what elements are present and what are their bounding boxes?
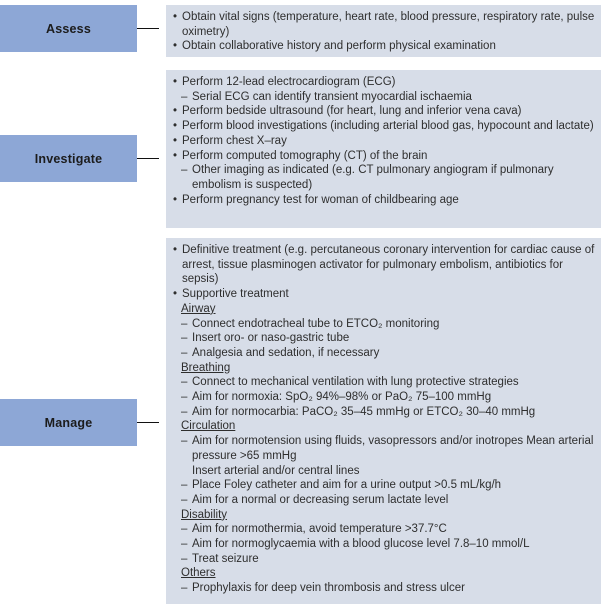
arrow-investigate xyxy=(137,154,166,163)
list-line-bullet xyxy=(166,75,595,90)
list-line-dash xyxy=(166,375,595,390)
dash-marker: – xyxy=(181,346,188,359)
dash-marker: – xyxy=(181,332,188,345)
line-text: Perform computed tomography (CT) of the brain xyxy=(182,149,428,162)
line-text: Prophylaxis for deep vein thrombosis and stress ulcer xyxy=(192,582,465,595)
list-line-dash xyxy=(166,346,595,361)
line-text: Circulation xyxy=(181,420,236,433)
list-line-head xyxy=(181,361,595,376)
list-line-dash xyxy=(166,317,595,332)
list-line-head xyxy=(181,419,595,434)
line-text: Connect endotracheal tube to ETCO₂ monitoring xyxy=(192,317,440,330)
dash-marker: – xyxy=(181,523,188,536)
assess-panel xyxy=(166,5,601,57)
line-text: Disability xyxy=(181,508,228,521)
dash-marker: – xyxy=(181,493,188,506)
list-line-dash xyxy=(166,163,595,192)
list-line-dash xyxy=(166,478,595,493)
dash-marker: – xyxy=(181,391,188,404)
list-line-dash xyxy=(166,537,595,552)
list-line-head xyxy=(181,566,595,581)
list-line-head xyxy=(181,508,595,523)
line-text: Insert oro- or naso-gastric tube xyxy=(192,332,350,345)
investigate-panel xyxy=(166,70,601,228)
arrow-manage xyxy=(137,418,166,427)
line-text: Aim for normocarbia: PaCO₂ 35–45 mmHg or ETCO₂ 30–40 mmHg xyxy=(192,405,536,418)
arrow-assess xyxy=(137,24,166,33)
line-text: Breathing xyxy=(181,361,231,374)
bullet-marker: • xyxy=(173,149,178,162)
line-text: Connect to mechanical ventilation with lung protective strategies xyxy=(192,376,519,389)
stage-box-investigate xyxy=(0,135,137,182)
bullet-marker: • xyxy=(173,105,178,118)
stage-box-assess xyxy=(0,5,137,52)
list-line-dash xyxy=(166,581,595,596)
arrow-shaft xyxy=(137,28,159,30)
dash-marker: – xyxy=(181,552,188,565)
arrow-shaft xyxy=(137,158,159,160)
line-text: Obtain collaborative history and perform physical examination xyxy=(182,40,496,53)
dash-marker: – xyxy=(181,435,188,448)
line-text: Supportive treatment xyxy=(182,288,289,301)
list-line-bullet xyxy=(166,149,595,164)
line-text: Perform blood investigations (including arterial blood gas, hypocount and lactate) xyxy=(182,120,594,133)
dash-marker: – xyxy=(181,538,188,551)
line-text: Airway xyxy=(181,302,216,315)
bullet-marker: • xyxy=(173,193,178,206)
manage-panel xyxy=(166,238,601,604)
list-line-bullet xyxy=(166,193,595,208)
line-text: Others xyxy=(181,567,216,580)
line-text: Perform bedside ultrasound (for heart, lung and inferior vena cava) xyxy=(182,105,522,118)
line-text: Perform 12-lead electrocardiogram (ECG) xyxy=(182,76,396,88)
line-text: Analgesia and sedation, if necessary xyxy=(192,346,380,359)
dash-marker: – xyxy=(181,164,188,177)
line-text: Aim for normoxia: SpO₂ 94%–98% or PaO₂ 75–100 mmHg xyxy=(192,391,492,404)
line-text: Aim for normoglycaemia with a blood glucose level 7.8–10 mmol/L xyxy=(192,538,530,551)
list-line-bullet xyxy=(166,39,595,54)
list-line-dash xyxy=(166,522,595,537)
bullet-marker: • xyxy=(173,120,178,133)
dash-marker: – xyxy=(181,479,188,492)
bullet-marker: • xyxy=(173,40,178,53)
bullet-marker: • xyxy=(173,134,178,147)
stage-label-investigate: Investigate xyxy=(34,151,103,166)
line-text: Treat seizure xyxy=(192,552,259,565)
list-line-dash xyxy=(166,90,595,105)
line-text: Other imaging as indicated (e.g. CT pulmonary angiogram if pulmonary embolism is suspected) xyxy=(192,164,554,191)
list-line-plain xyxy=(192,464,595,479)
stage-label-manage: Manage xyxy=(44,415,93,430)
dash-marker: – xyxy=(181,405,188,418)
list-line-bullet xyxy=(166,243,595,287)
list-line-dash xyxy=(166,493,595,508)
stage-label-assess: Assess xyxy=(46,21,91,36)
list-line-bullet xyxy=(166,287,595,302)
line-text: Perform chest X–ray xyxy=(182,134,287,147)
arrow-shaft xyxy=(137,422,159,424)
bullet-marker: • xyxy=(173,76,178,88)
list-line-bullet xyxy=(166,10,595,39)
line-text: Definitive treatment (e.g. percutaneous coronary intervention for cardiac cause of arrest, tissue plasminogen activator for pulmonary embolism, antibiotics for sepsis) xyxy=(182,244,595,286)
list-line-dash xyxy=(166,405,595,420)
line-text: Aim for a normal or decreasing serum lactate level xyxy=(192,493,449,506)
list-line-bullet xyxy=(166,134,595,149)
bullet-marker: • xyxy=(173,11,178,23)
line-text: Aim for normotension using fluids, vasopressors and/or inotropes Mean arterial pressure >65 mmHg xyxy=(192,435,594,462)
bullet-marker: • xyxy=(173,244,178,256)
list-line-dash xyxy=(166,552,595,567)
line-text: Insert arterial and/or central lines xyxy=(192,464,360,477)
list-line-head xyxy=(181,302,595,317)
line-text: Perform pregnancy test for woman of childbearing age xyxy=(182,193,459,206)
dash-marker: – xyxy=(181,317,188,330)
line-text: Aim for normothermia, avoid temperature >37.7°C xyxy=(192,523,447,536)
list-line-bullet xyxy=(166,104,595,119)
dash-marker: – xyxy=(181,90,188,103)
dash-marker: – xyxy=(181,582,188,595)
line-text: Serial ECG can identify transient myocardial ischaemia xyxy=(192,90,472,103)
line-text: Obtain vital signs (temperature, heart rate, blood pressure, respiratory rate, pulse oximetry) xyxy=(182,11,595,38)
dash-marker: – xyxy=(181,376,188,389)
list-line-dash xyxy=(166,331,595,346)
list-line-bullet xyxy=(166,119,595,134)
stage-box-manage xyxy=(0,399,137,446)
list-line-dash xyxy=(166,390,595,405)
list-line-dash xyxy=(166,434,595,463)
bullet-marker: • xyxy=(173,288,178,301)
line-text: Place Foley catheter and aim for a urine output >0.5 mL/kg/h xyxy=(192,479,502,492)
